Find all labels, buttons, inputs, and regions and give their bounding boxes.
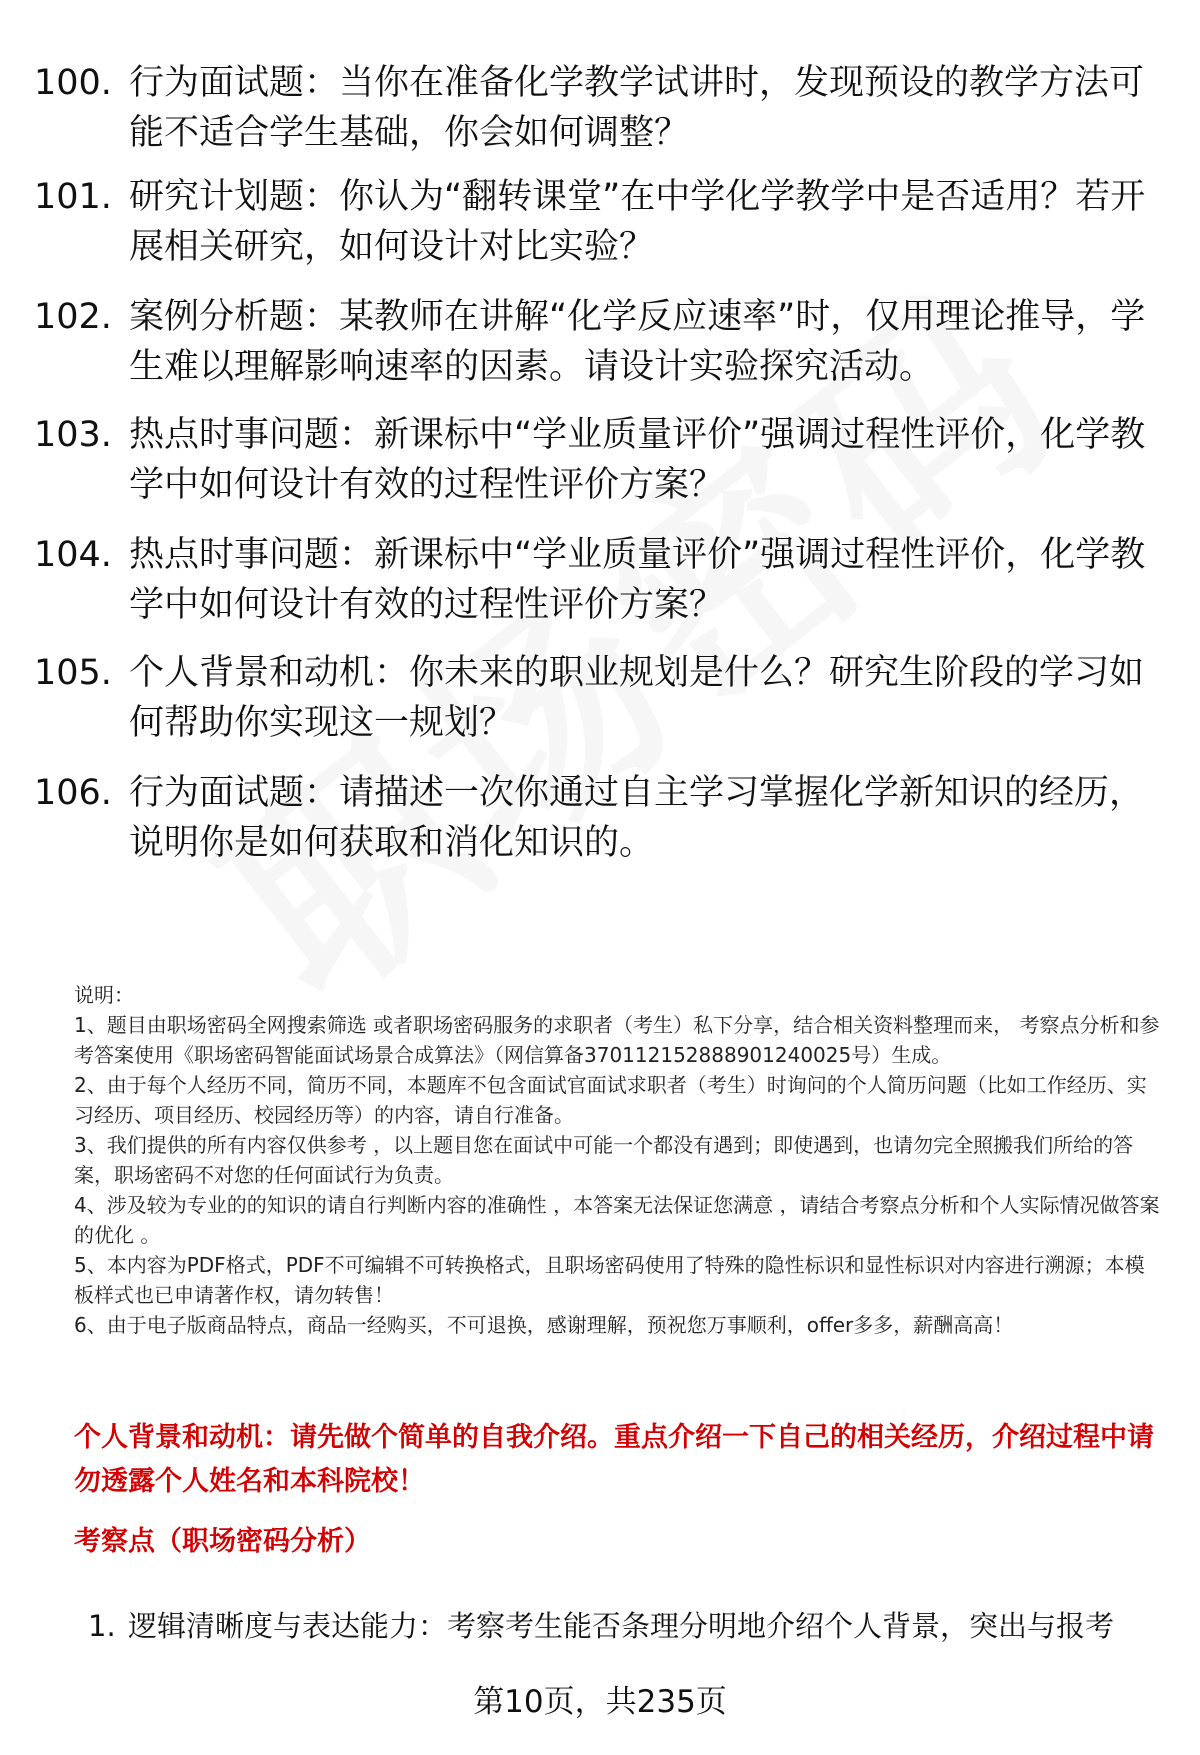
page-footer: 第10页，共235页: [473, 1684, 727, 1720]
question-104: [34, 530, 1164, 630]
question-101: [34, 172, 1164, 272]
notes-item-3: 3、我们提供的所有内容仅供参考 ，以上题目您在面试中可能一个都没有遇到；即使遇到，也请勿完全照搬我们所给的答案，职场密码不对您的任何面试行为负责。: [74, 1133, 1134, 1187]
notes-item-4: 4、涉及较为专业的的知识的请自行判断内容的准确性 ，本答案无法保证您满意 ，请结合考察点分析和个人实际情况做答案的优化 。: [74, 1193, 1160, 1247]
question-number: 106.: [34, 773, 112, 813]
question-text: 行为面试题：请描述一次你通过自主学习掌握化学新知识的经历，说明你是如何获取和消化知识的。: [129, 773, 1145, 863]
question-105: [34, 648, 1164, 748]
notes-item-2: 2、由于每个人经历不同，简历不同，本题库不包含面试官面试求职者（考生）时询问的个人简历问题（比如工作经历、实习经历、项目经历、校园经历等）的内容，请自行准备。: [74, 1073, 1147, 1127]
question-100: [34, 58, 1164, 158]
question-106: [34, 768, 1164, 868]
question-text: 个人背景和动机：你未来的职业规划是什么？研究生阶段的学习如何帮助你实现这一规划？: [129, 653, 1145, 743]
question-number: 105.: [34, 653, 112, 693]
question-text: 热点时事问题：新课标中“学业质量评价”强调过程性评价，化学教学中如何设计有效的过程性评价方案？: [129, 535, 1146, 625]
question-text: 热点时事问题：新课标中“学业质量评价”强调过程性评价，化学教学中如何设计有效的过程性评价方案？: [129, 415, 1146, 505]
question-102: [34, 292, 1164, 392]
question-text: 行为面试题：当你在准备化学教学试讲时，发现预设的教学方法可能不适合学生基础，你会如何调整？: [129, 63, 1145, 153]
question-number: 101.: [34, 177, 112, 217]
question-text: 案例分析题：某教师在讲解“化学反应速率”时，仅用理论推导，学生难以理解影响速率的因素。请设计实验探究活动。: [129, 297, 1146, 387]
point-number: 1.: [88, 1609, 116, 1643]
question-103: [34, 410, 1164, 510]
notes-item-6: 6、由于电子版商品特点，商品一经购买，不可退换，感谢理解，预祝您万事顺利，offer多多，薪酬高高！: [74, 1313, 1014, 1337]
question-number: 103.: [34, 415, 112, 455]
question-text: 研究计划题：你认为“翻转课堂”在中学化学教学中是否适用？若开展相关研究，如何设计对比实验？: [129, 177, 1146, 267]
notes-item-1: 1、题目由职场密码全网搜索筛选 或者职场密码服务的求职者（考生）私下分享，结合相关资料整理而来， 考察点分析和参考答案使用《职场密码智能面试场景合成算法》（网信算备370112152888901240025号）生成。: [74, 1013, 1160, 1067]
disclaimer-notes: [74, 980, 1164, 1340]
highlight-question: 个人背景和动机：请先做个简单的自我介绍。重点介绍一下自己的相关经历，介绍过程中请勿透露个人姓名和本科院校！: [74, 1422, 1154, 1497]
notes-item-5: 5、本内容为PDF格式，PDF不可编辑不可转换格式，且职场密码使用了特殊的隐性标识和显性标识对内容进行溯源；本模板样式也已申请著作权，请勿转售！: [74, 1253, 1145, 1307]
question-number: 100.: [34, 63, 112, 103]
question-number: 104.: [34, 535, 112, 575]
notes-title: 说明：: [74, 983, 134, 1007]
analysis-point-1: [88, 1606, 1168, 1646]
point-text: 逻辑清晰度与表达能力：考察考生能否条理分明地介绍个人背景，突出与报考: [128, 1609, 1115, 1643]
section-heading: 考察点（职场密码分析）: [74, 1526, 371, 1557]
question-number: 102.: [34, 297, 112, 337]
